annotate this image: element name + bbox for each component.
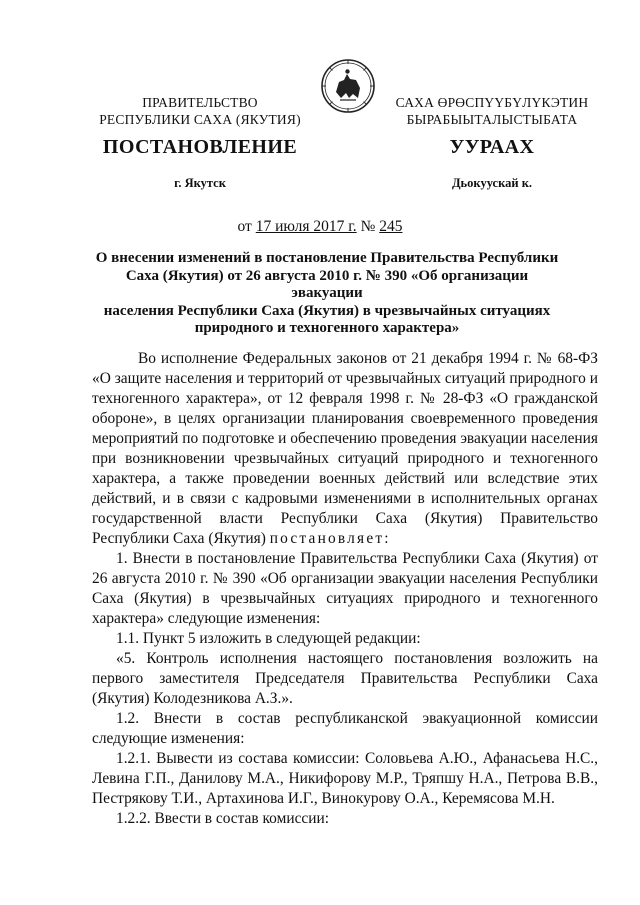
paragraph-item-1-2: 1.2. Внести в состав республиканской эвакуационной комиссии следующие изменения: [92, 710, 598, 747]
dateline-prefix: от [237, 218, 256, 235]
doc-type-ru: ПОСТАНОВЛЕНИЕ [102, 136, 298, 158]
decree-number: 245 [379, 218, 403, 235]
city-ru: г. Якутск [174, 176, 226, 190]
preamble-end: : [384, 530, 389, 547]
title-line: населения Республики Саха (Якутия) в чрезвычайных ситуациях [103, 302, 551, 319]
paragraph-item-1-1: 1.1. Пункт 5 изложить в следующей редакции: [116, 630, 421, 647]
title-line: О внесении изменений в постановление Правительства Республики [95, 250, 559, 266]
dateline [0, 218, 640, 236]
paragraph-quote-5: «5. Контроль исполнения настоящего постановления возложить на первого заместителя Председателя Правительства Республики Саха (Якутия) Колодезникова А.З.». [92, 650, 598, 707]
title-line: Саха (Якутия) от 26 августа 2010 г. № 390 «Об организации эвакуации [125, 267, 529, 301]
header-left-line1: ПРАВИТЕЛЬСТВО [142, 95, 258, 110]
title-line: природного и техногенного характера» [194, 320, 460, 336]
doc-type-sakha: УУРААХ [449, 136, 535, 158]
header-left-line2: РЕСПУБЛИКИ САХА (ЯКУТИЯ) [99, 112, 301, 127]
resolve-word: постановляет [269, 530, 385, 547]
header-left-block [60, 94, 340, 128]
header-right-block [372, 94, 612, 128]
coat-of-arms-icon [320, 58, 376, 114]
paragraph-item-1-2-1: 1.2.1. Вывести из состава комиссии: Соловьева А.Ю., Афанасьева Н.С., Левина Г.П., Данилову М.А., Никифорову М.Р., Тряпшу Н.А., Петрова В.В., Пестрякову Т.И., Артахинова И.Г., Винокурову О.А., Керемясова М.Н. [92, 750, 598, 807]
paragraph-item-1: 1. Внести в постановление Правительства Республики Саха (Якутия) от 26 августа 2010 г. № 390 «Об организации эвакуации населения Республики Саха (Якутия) в чрезвычайных ситуациях природного и техногенного характера» следующие изменения: [92, 550, 598, 627]
header-right-line1: САХА ӨРӨСПҮҮБҮЛҮКЭТИН [395, 95, 589, 110]
city-sakha: Дьокуускай к. [451, 176, 533, 190]
decree-date: 17 июля 2017 г. [255, 218, 357, 235]
header-right-line2: БЫРАБЫЫТАЛЫСТЫБАТА [406, 112, 578, 127]
document-body [92, 349, 598, 829]
paragraph-item-1-2-2: 1.2.2. Ввести в состав комиссии: [116, 810, 329, 827]
dateline-number-prefix: № [356, 218, 380, 235]
document-title [92, 250, 562, 338]
paragraph-preamble [92, 349, 598, 549]
preamble-text: Во исполнение Федеральных законов от 21 декабря 1994 г. № 68-ФЗ «О защите населения и территорий от чрезвычайных ситуаций природного и техногенного характера», от 12 февраля 1998 г. № 28-ФЗ «О гражданской обороне», в целях организации планирования своевременного проведения мероприятий по подготовке и обеспечению проведения эвакуации населения при возникновении чрезвычайных ситуаций природного и техногенного характера, а также проведении военных действий или вследствие этих действий, и в связи с кадровыми изменениями в исполнительных органах государственной власти Республики Саха (Якутия) Правительство Республики Саха (Якутия) [92, 350, 598, 547]
